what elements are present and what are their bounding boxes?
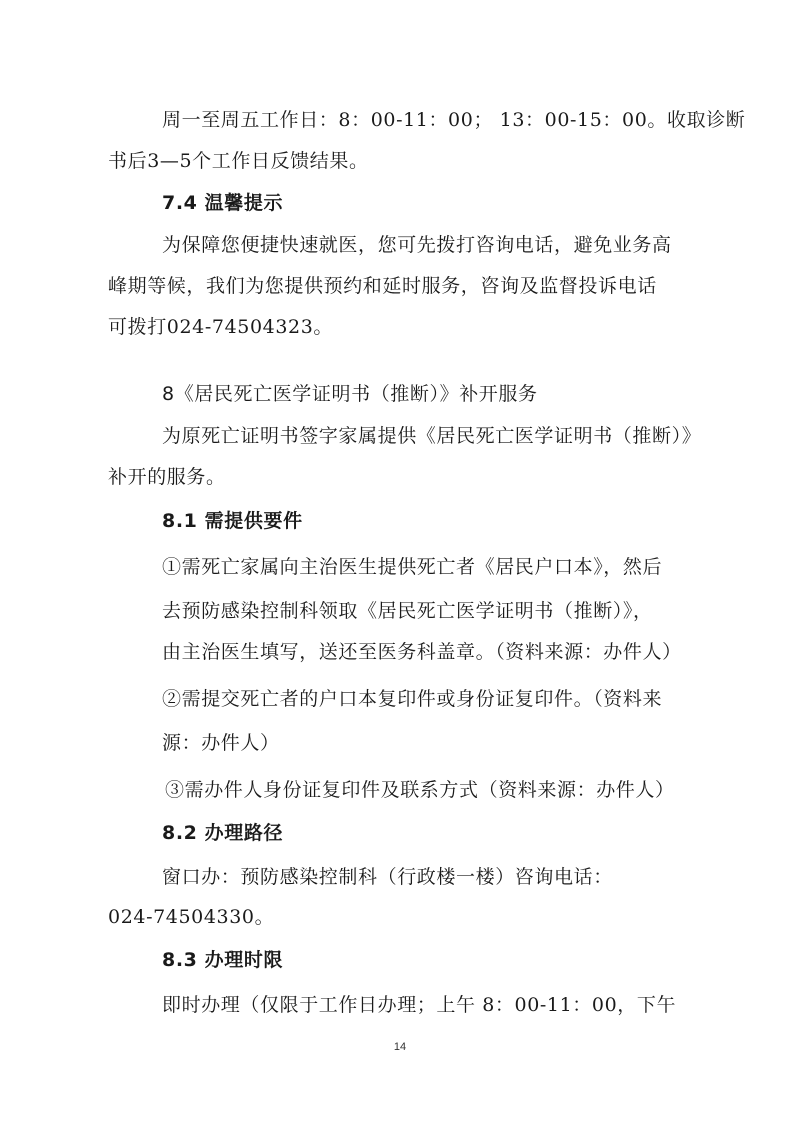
tips-line-2: 峰期等候，我们为您提供预约和延时服务，咨询及监督投诉电话 [108,275,657,297]
doc-3-line-1: ③需办件人身份证复印件及联系方式（资料来源：办件人） [165,779,675,801]
doc-1-line-1: ①需死亡家属向主治医生提供死亡者《居民户口本》，然后 [162,556,663,578]
doc-1-line-2: 去预防感染控制科领取《居民死亡医学证明书（推断）》， [162,600,653,622]
section-8-1-heading: 8.1 需提供要件 [162,510,303,532]
doc-2-line-1: ②需提交死亡者的户口本复印件或身份证复印件。（资料来 [162,688,663,710]
hours-line-1: 周一至周五工作日：8：00-11：00； 13：00-15：00。收取诊断 [162,109,746,131]
path-line-2: 024-74504330。 [108,906,275,928]
intro-line-1: 为原死亡证明书签字家属提供《居民死亡医学证明书（推断）》 [162,425,702,447]
tips-line-3: 可拨打024-74504323。 [108,316,333,338]
tips-line-1: 为保障您便捷快速就医，您可先拨打咨询电话，避免业务高 [162,234,672,256]
doc-2-line-2: 源：办件人） [162,732,280,754]
page-number: 14 [393,1041,407,1053]
section-8-3-heading: 8.3 办理时限 [162,949,284,971]
intro-line-2: 补开的服务。 [108,466,226,488]
path-line-1: 窗口办：预防感染控制科（行政楼一楼）咨询电话： [162,866,613,888]
section-7-4-heading: 7.4 温馨提示 [162,192,284,214]
section-8-title: 8《居民死亡医学证明书（推断）》补开服务 [162,383,538,405]
doc-1-line-3: 由主治医生填写，送还至医务科盖章。（资料来源：办件人） [162,641,682,663]
section-8-2-heading: 8.2 办理路径 [162,822,284,844]
hours-line-2: 书后3—5个工作日反馈结果。 [108,150,369,172]
time-line-1: 即时办理（仅限于工作日办理；上午 8：00-11：00，下午 [162,994,677,1016]
